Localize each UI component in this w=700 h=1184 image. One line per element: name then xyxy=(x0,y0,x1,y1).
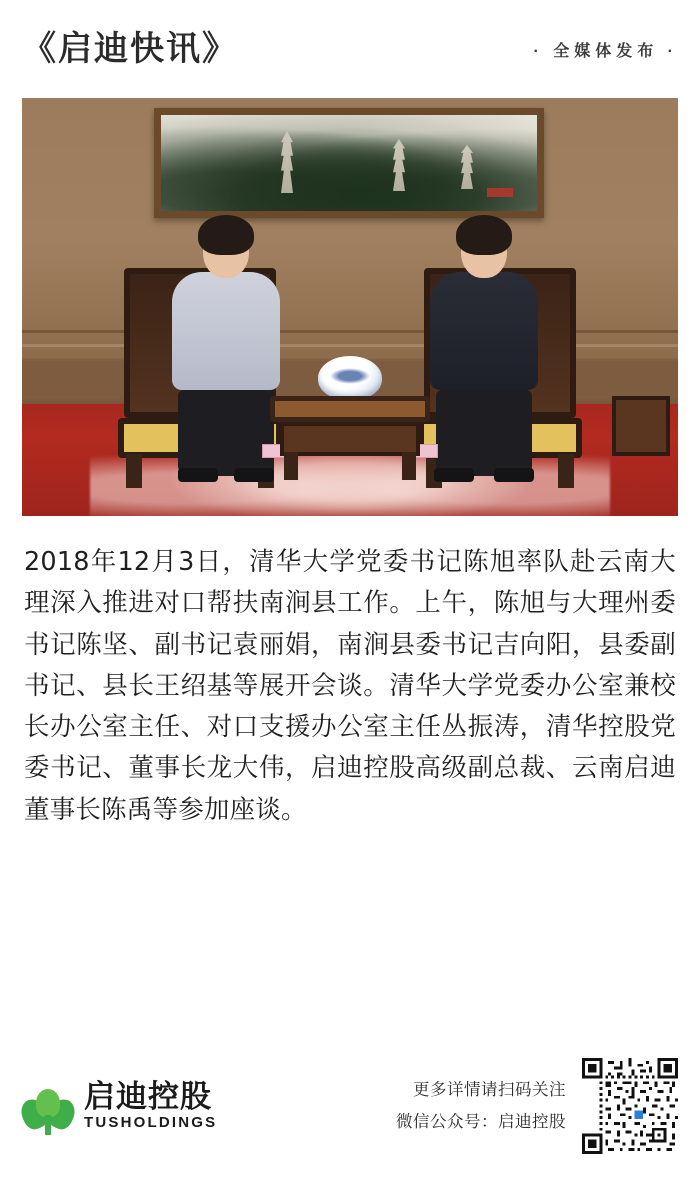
person-shoe xyxy=(178,468,218,482)
person-head xyxy=(203,224,249,278)
person-legs xyxy=(436,390,532,476)
page-footer xyxy=(0,1050,700,1162)
painting-pagoda xyxy=(461,145,473,189)
logo-name-cn: 启迪控股 xyxy=(84,1079,212,1115)
person-hair xyxy=(456,215,512,255)
meeting-photo xyxy=(22,98,678,516)
person-torso xyxy=(172,272,280,390)
leaf-center-icon xyxy=(36,1089,60,1117)
article-body: 2018年12月3日，清华大学党委书记陈旭率队赴云南大理深入推进对口帮扶南涧县工作。上午，陈旭与大理州委书记陈坚、副书记袁丽娟，南涧县委书记吉向阳，县委副书记、县长王绍基等展开会谈。清华大学党委办公室兼校长办公室主任、对口支援办公室主任丛振涛，清华控股党委书记、董事长龙大伟，启迪控股高级副总裁、云南启迪董事长陈禹等参加座谈。 xyxy=(24,547,676,825)
footer-note xyxy=(272,1074,582,1138)
chair-leg xyxy=(558,454,574,488)
person-shoe xyxy=(494,468,534,482)
chair-leg xyxy=(126,454,142,488)
tea-table xyxy=(270,360,430,480)
side-table xyxy=(612,396,670,456)
person-left xyxy=(172,224,280,476)
person-shoe xyxy=(234,468,274,482)
person-right xyxy=(430,224,538,476)
painting-seal xyxy=(487,188,513,197)
leaf-logo-icon xyxy=(22,1077,74,1135)
table-apron xyxy=(280,422,420,456)
person-head xyxy=(461,224,507,278)
painting-pagoda xyxy=(281,131,293,193)
leaf-stem-icon xyxy=(45,1115,51,1135)
page-header xyxy=(0,0,700,98)
porcelain-vase xyxy=(318,356,382,400)
landscape-painting xyxy=(154,108,544,218)
table-leg xyxy=(402,452,416,480)
person-hair xyxy=(198,215,254,255)
logo-text xyxy=(84,1081,217,1131)
page-title: 《启迪快讯》 xyxy=(22,30,238,68)
footer-note-line2: 微信公众号：启迪控股 xyxy=(396,1113,566,1131)
header-tagline: · 全媒体发布 · xyxy=(533,43,678,60)
person-torso xyxy=(430,272,538,390)
painting-pagoda xyxy=(393,139,405,191)
tusholdings-logo xyxy=(22,1077,272,1135)
person-shoe xyxy=(434,468,474,482)
logo-name-en: TUSHOLDINGS xyxy=(84,1113,218,1131)
person-legs xyxy=(178,390,274,476)
table-top xyxy=(270,396,430,422)
table-leg xyxy=(284,452,298,480)
painting-ink-wash xyxy=(161,115,537,211)
footer-note-line1: 更多详情请扫码关注 xyxy=(413,1080,566,1099)
qr-code[interactable] xyxy=(582,1058,678,1154)
